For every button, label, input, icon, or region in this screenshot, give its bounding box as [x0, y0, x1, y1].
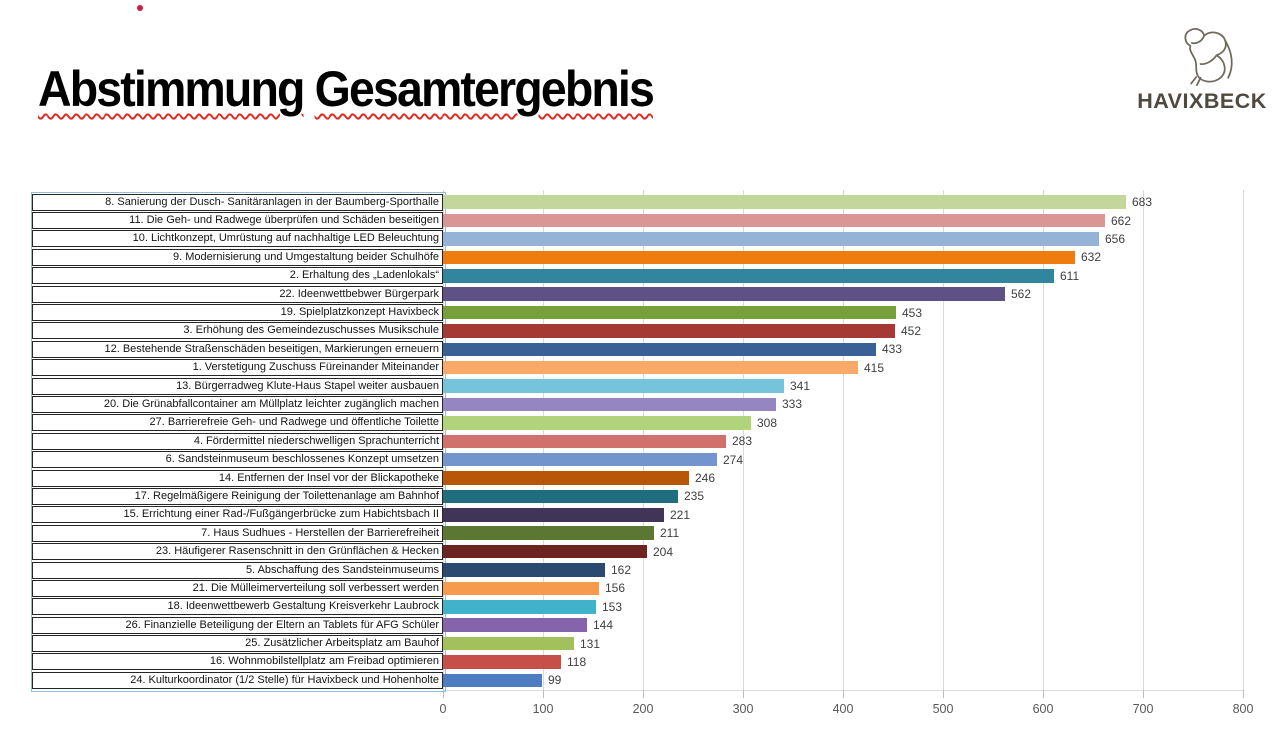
- table-row: [32, 450, 1152, 468]
- axis-tick-mark: [543, 690, 544, 698]
- bar-segment: [443, 195, 1126, 209]
- table-row: [32, 285, 1152, 303]
- category-label: 12. Bestehende Straßenschäden beseitigen, Markierungen erneuern: [32, 341, 443, 358]
- x-axis-tick-label: 0: [439, 702, 447, 716]
- bar-segment: [443, 306, 896, 320]
- value-label: 308: [757, 415, 778, 430]
- bar-segment: [443, 508, 664, 522]
- value-label: 415: [864, 360, 885, 375]
- x-axis-tick-label: 800: [1232, 702, 1254, 716]
- table-row: [32, 340, 1152, 358]
- bar-segment: [443, 379, 784, 393]
- value-label: 632: [1081, 250, 1102, 265]
- value-label: 274: [723, 452, 744, 467]
- category-label: 17. Regelmäßigere Reinigung der Toilettenanlage am Bahnhof: [32, 488, 443, 505]
- table-row: [32, 395, 1152, 413]
- x-axis-tick-label: 600: [1032, 702, 1054, 716]
- x-axis-tick-label: 700: [1132, 702, 1154, 716]
- value-label: 611: [1060, 268, 1080, 283]
- bar-segment: [443, 435, 726, 449]
- value-label: 562: [1011, 287, 1032, 302]
- value-label: 144: [593, 618, 614, 633]
- bar-segment: [443, 453, 717, 467]
- bar-segment: [443, 269, 1054, 283]
- value-label: 453: [902, 305, 923, 320]
- value-label: 162: [611, 563, 632, 577]
- bar-segment: [443, 490, 678, 504]
- axis-tick-mark: [643, 690, 644, 698]
- value-label: 118: [567, 654, 587, 669]
- category-label: 25. Zusätzlicher Arbeitsplatz am Bauhof: [32, 635, 443, 652]
- axis-tick-mark: [943, 690, 944, 698]
- table-row: [32, 524, 1152, 542]
- bar-segment: [443, 655, 561, 669]
- value-label: 221: [670, 507, 691, 522]
- value-label: 204: [653, 544, 674, 559]
- table-row: [32, 211, 1152, 229]
- table-row: [32, 653, 1152, 671]
- x-axis-tick-label: 100: [532, 702, 554, 716]
- value-label: 211: [660, 526, 680, 541]
- value-label: 662: [1111, 213, 1132, 228]
- category-label: 27. Barrierefreie Geh- und Radwege und öffentliche Toilette: [32, 414, 443, 431]
- table-row: [32, 598, 1152, 616]
- category-label: 21. Die Mülleimerverteilung soll verbessert werden: [32, 580, 443, 597]
- bar-segment: [443, 324, 895, 338]
- table-row: [32, 671, 1152, 689]
- table-row: [32, 267, 1152, 285]
- category-label: 4. Fördermittel niederschwelligen Sprachunterricht: [32, 433, 443, 450]
- value-label: 656: [1105, 231, 1126, 246]
- category-label: 13. Bürgerradweg Klute-Haus Stapel weiter ausbauen: [32, 378, 443, 395]
- value-label: 156: [605, 581, 626, 596]
- bar-segment: [443, 251, 1075, 265]
- bar-segment: [443, 600, 596, 614]
- axis-tick-mark: [843, 690, 844, 698]
- table-row: [32, 542, 1152, 560]
- table-row: [32, 230, 1152, 248]
- bar-segment: [443, 674, 542, 688]
- category-label: 24. Kulturkoordinator (1/2 Stelle) für Havixbeck und Hohenholte: [32, 672, 443, 689]
- bar-segment: [443, 618, 587, 632]
- table-row: [32, 359, 1152, 377]
- value-label: 235: [684, 489, 705, 504]
- chart-rows: [32, 193, 1152, 690]
- value-label: 153: [602, 599, 623, 614]
- bar-segment: [443, 563, 605, 577]
- bar-segment: [443, 398, 776, 412]
- table-row: [32, 248, 1152, 266]
- value-label: 246: [695, 471, 716, 486]
- x-axis-tick-label: 300: [732, 702, 754, 716]
- value-label: 131: [580, 636, 601, 651]
- category-label: 7. Haus Sudhues - Herstellen der Barrierefreiheit: [32, 525, 443, 542]
- bar-segment: [443, 471, 689, 485]
- bar-segment: [443, 545, 647, 559]
- value-label: 99: [548, 673, 562, 688]
- table-row: [32, 487, 1152, 505]
- table-row: [32, 303, 1152, 321]
- bar-segment: [443, 343, 876, 357]
- table-row: [32, 322, 1152, 340]
- category-label: 8. Sanierung der Dusch- Sanitäranlagen in der Baumberg-Sporthalle: [32, 194, 443, 211]
- table-row: [32, 193, 1152, 211]
- table-row: [32, 432, 1152, 450]
- table-row: [32, 616, 1152, 634]
- axis-tick-mark: [1243, 690, 1244, 698]
- category-label: 26. Finanzielle Beteiligung der Eltern an Tablets für AFG Schüler: [32, 617, 443, 634]
- bar-segment: [443, 526, 654, 540]
- table-row: [32, 414, 1152, 432]
- category-label: 18. Ideenwettbewerb Gestaltung Kreisverkehr Laubrock: [32, 598, 443, 615]
- category-label: 20. Die Grünabfallcontainer am Müllplatz leichter zugänglich machen: [32, 396, 443, 413]
- category-label: 6. Sandsteinmuseum beschlossenes Konzept umsetzen: [32, 451, 443, 468]
- gridline: [1243, 190, 1244, 690]
- bar-segment: [443, 287, 1005, 301]
- bar-segment: [443, 637, 574, 651]
- x-axis-tick-label: 400: [832, 702, 854, 716]
- value-label: 283: [732, 434, 753, 449]
- x-axis-tick-label: 500: [932, 702, 954, 716]
- table-row: [32, 469, 1152, 487]
- value-label: 333: [782, 397, 803, 412]
- category-label: 1. Verstetigung Zuschuss Füreinander Miteinander: [32, 359, 443, 376]
- category-label: 15. Errichtung einer Rad-/Fußgängerbrücke zum Habichtsbach II: [32, 506, 443, 523]
- category-label: 16. Wohnmobilstellplatz am Freibad optimieren: [32, 653, 443, 670]
- bar-segment: [443, 582, 599, 596]
- value-label: 433: [882, 342, 903, 357]
- axis-tick-mark: [1143, 690, 1144, 698]
- category-label: 9. Modernisierung und Umgestaltung beider Schulhöfe: [32, 249, 443, 266]
- table-row: [32, 561, 1152, 579]
- table-row: [32, 377, 1152, 395]
- table-row: [32, 506, 1152, 524]
- bar-segment: [443, 416, 751, 430]
- category-label: 10. Lichtkonzept, Umrüstung auf nachhaltige LED Beleuchtung: [32, 230, 443, 247]
- category-label: 5. Abschaffung des Sandsteinmuseums: [32, 562, 443, 579]
- bar-segment: [443, 214, 1105, 228]
- value-label: 452: [901, 323, 922, 338]
- category-label: 22. Ideenwettbebwer Bürgerpark: [32, 286, 443, 303]
- category-label: 11. Die Geh- und Radwege überprüfen und Schäden beseitigen: [32, 212, 443, 229]
- category-label: 14. Entfernen der Insel vor der Blickapotheke: [32, 470, 443, 487]
- table-row: [32, 634, 1152, 652]
- value-label: 683: [1132, 195, 1153, 210]
- bar-segment: [443, 361, 858, 375]
- x-axis-tick-label: 200: [632, 702, 654, 716]
- category-label: 19. Spielplatzkonzept Havixbeck: [32, 304, 443, 321]
- page-title: Abstimmung Gesamtergebnis: [38, 61, 653, 117]
- logo-text: HAVIXBECK: [1137, 89, 1267, 113]
- axis-tick-mark: [743, 690, 744, 698]
- category-label: 23. Häufigerer Rasenschnitt in den Grünflächen & Hecken: [32, 543, 443, 560]
- value-label: 341: [790, 379, 811, 394]
- category-label: 2. Erhaltung des „Ladenlokals“: [32, 267, 443, 284]
- table-row: [32, 579, 1152, 597]
- bar-segment: [443, 232, 1099, 246]
- axis-tick-mark: [1043, 690, 1044, 698]
- category-label: 3. Erhöhung des Gemeindezuschusses Musikschule: [32, 322, 443, 339]
